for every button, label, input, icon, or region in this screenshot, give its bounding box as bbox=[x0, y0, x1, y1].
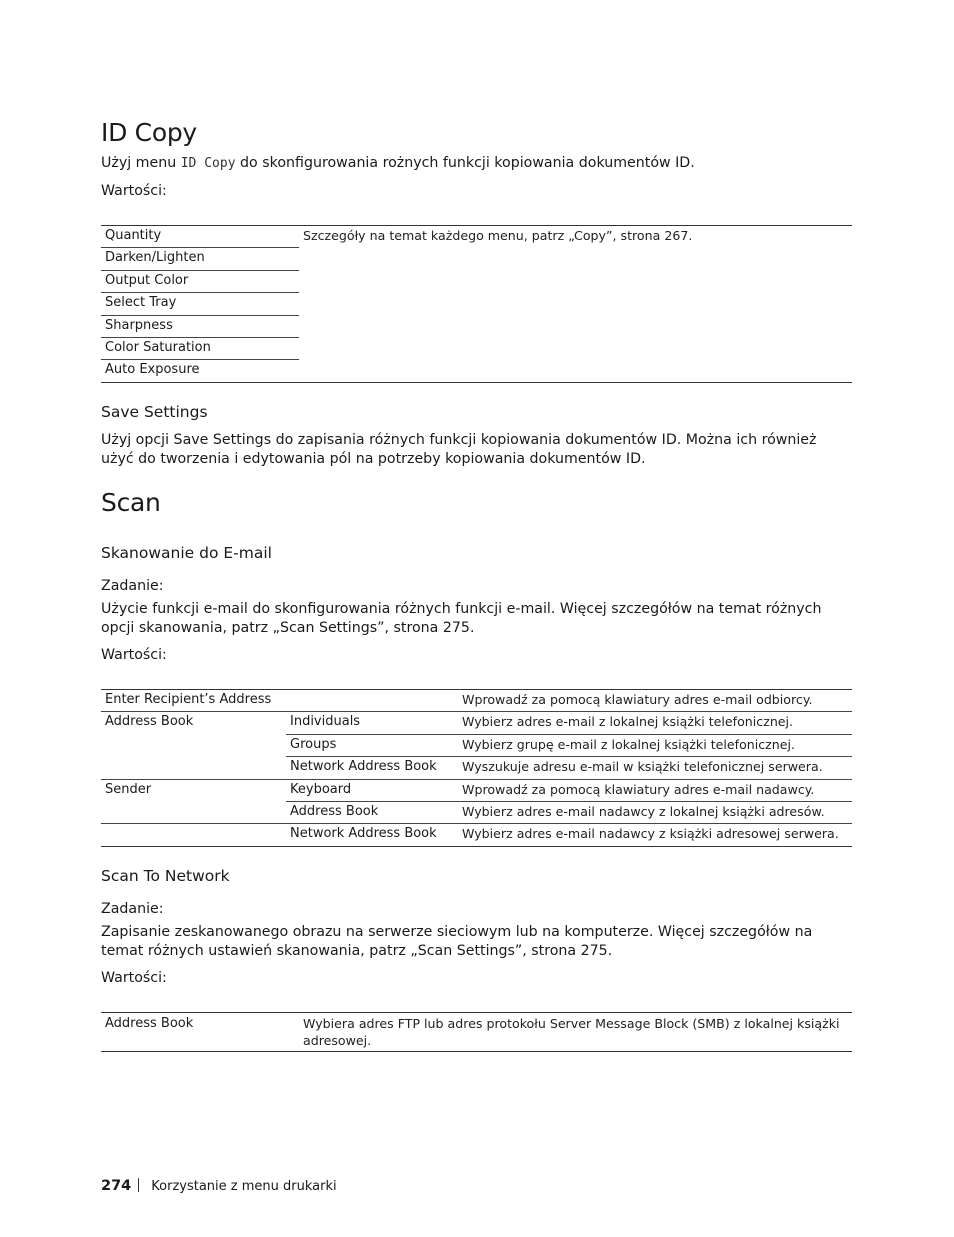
table-row bbox=[101, 712, 852, 734]
scan-email-values-label: Wartości: bbox=[101, 647, 167, 663]
table-cell bbox=[101, 734, 286, 756]
id-copy-values-label: Wartości: bbox=[101, 183, 167, 199]
id-copy-intro bbox=[101, 154, 852, 173]
table-row bbox=[101, 801, 852, 823]
id-copy-description: Szczegóły na temat każdego menu, patrz „Copy”, strona 267. bbox=[303, 228, 693, 243]
footer-divider bbox=[138, 1178, 139, 1192]
scan-email-task-text: Użycie funkcji e-mail do skonfigurowania różnych funkcji e-mail. Więcej szczegółów na temat różnych opcji skanowania, patrz „Scan Settings”, strona 275. bbox=[101, 601, 822, 636]
table-row bbox=[101, 690, 852, 712]
save-settings-text: Użyj opcji Save Settings do zapisania różnych funkcji kopiowania dokumentów ID. Można ich również użyć do tworzenia i edytowania pól na potrzeby kopiowania dokumentów ID. bbox=[101, 432, 817, 467]
scan-email-table bbox=[101, 689, 852, 847]
intro-text-after: do skonfigurowania rożnych funkcji kopiowania dokumentów ID. bbox=[235, 155, 695, 171]
intro-code: ID Copy bbox=[180, 156, 236, 171]
table-cell: Color Saturation bbox=[101, 337, 299, 359]
table-cell: Wyszukuje adresu e-mail w książki telefonicznej serwera. bbox=[462, 759, 823, 775]
table-cell: Wybierz adres e-mail nadawcy z książki adresowej serwera. bbox=[462, 826, 839, 842]
table-cell: Address Book bbox=[105, 1016, 194, 1031]
table-row bbox=[101, 1013, 852, 1052]
intro-text-before: Użyj menu bbox=[101, 155, 181, 171]
page-footer bbox=[101, 1178, 337, 1194]
table-cell bbox=[286, 690, 458, 712]
scan-network-task-text: Zapisanie zeskanowanego obrazu na serwerze sieciowym lub na komputerze. Więcej szczegółów na temat różnych ustawień skanowania, patrz „Scan Settings”, strona 275. bbox=[101, 924, 813, 959]
table-cell: Network Address Book bbox=[290, 826, 437, 842]
table-cell: Wybiera adres FTP lub adres protokołu Server Message Block (SMB) z lokalnej książki adresowej. bbox=[303, 1016, 840, 1048]
table-cell: Address Book bbox=[290, 803, 379, 819]
table-cell: Sender bbox=[105, 781, 152, 797]
table-cell bbox=[101, 801, 286, 823]
table-cell: Keyboard bbox=[286, 779, 458, 801]
table-cell: Sharpness bbox=[101, 315, 299, 337]
table-cell: Select Tray bbox=[101, 293, 299, 315]
table-row bbox=[101, 824, 852, 846]
section-title-id-copy: ID Copy bbox=[101, 118, 197, 147]
table-row bbox=[101, 757, 852, 779]
table-cell: Wybierz grupę e-mail z lokalnej książki telefonicznej. bbox=[458, 734, 852, 756]
section-title-scan: Scan bbox=[101, 488, 161, 517]
table-cell: Network Address Book bbox=[290, 759, 437, 775]
table-row bbox=[101, 779, 852, 801]
table-cell: Wprowadź za pomocą klawiatury adres e-mail odbiorcy. bbox=[462, 692, 813, 707]
scan-network-table bbox=[101, 1012, 852, 1052]
table-cell bbox=[101, 824, 286, 846]
table-cell: Groups bbox=[286, 734, 458, 756]
table-cell: Wybierz adres e-mail nadawcy z lokalnej książki adresów. bbox=[462, 803, 825, 819]
scan-network-values-label: Wartości: bbox=[101, 970, 167, 986]
table-cell: Darken/Lighten bbox=[101, 248, 299, 270]
scan-email-task-label: Zadanie: bbox=[101, 578, 164, 594]
table-cell bbox=[101, 757, 286, 779]
table-cell: Address Book bbox=[105, 714, 194, 730]
scan-network-task-label: Zadanie: bbox=[101, 901, 164, 917]
table-row bbox=[101, 734, 852, 756]
subsection-title-save-settings: Save Settings bbox=[101, 403, 208, 421]
table-cell: Enter Recipient’s Address bbox=[105, 692, 272, 707]
id-copy-table bbox=[101, 225, 852, 383]
table-cell: Output Color bbox=[101, 270, 299, 292]
table-cell: Wprowadź za pomocą klawiatury adres e-mail nadawcy. bbox=[458, 779, 852, 801]
table-cell: Individuals bbox=[286, 712, 458, 734]
footer-chapter: Korzystanie z menu drukarki bbox=[151, 1179, 337, 1194]
page-number: 274 bbox=[101, 1178, 132, 1194]
table-cell: Auto Exposure bbox=[105, 362, 200, 378]
table-cell: Quantity bbox=[101, 226, 299, 248]
subsection-title-scan-email: Skanowanie do E-mail bbox=[101, 544, 272, 562]
table-cell: Wybierz adres e-mail z lokalnej książki telefonicznej. bbox=[458, 712, 852, 734]
subsection-title-scan-network: Scan To Network bbox=[101, 867, 230, 885]
